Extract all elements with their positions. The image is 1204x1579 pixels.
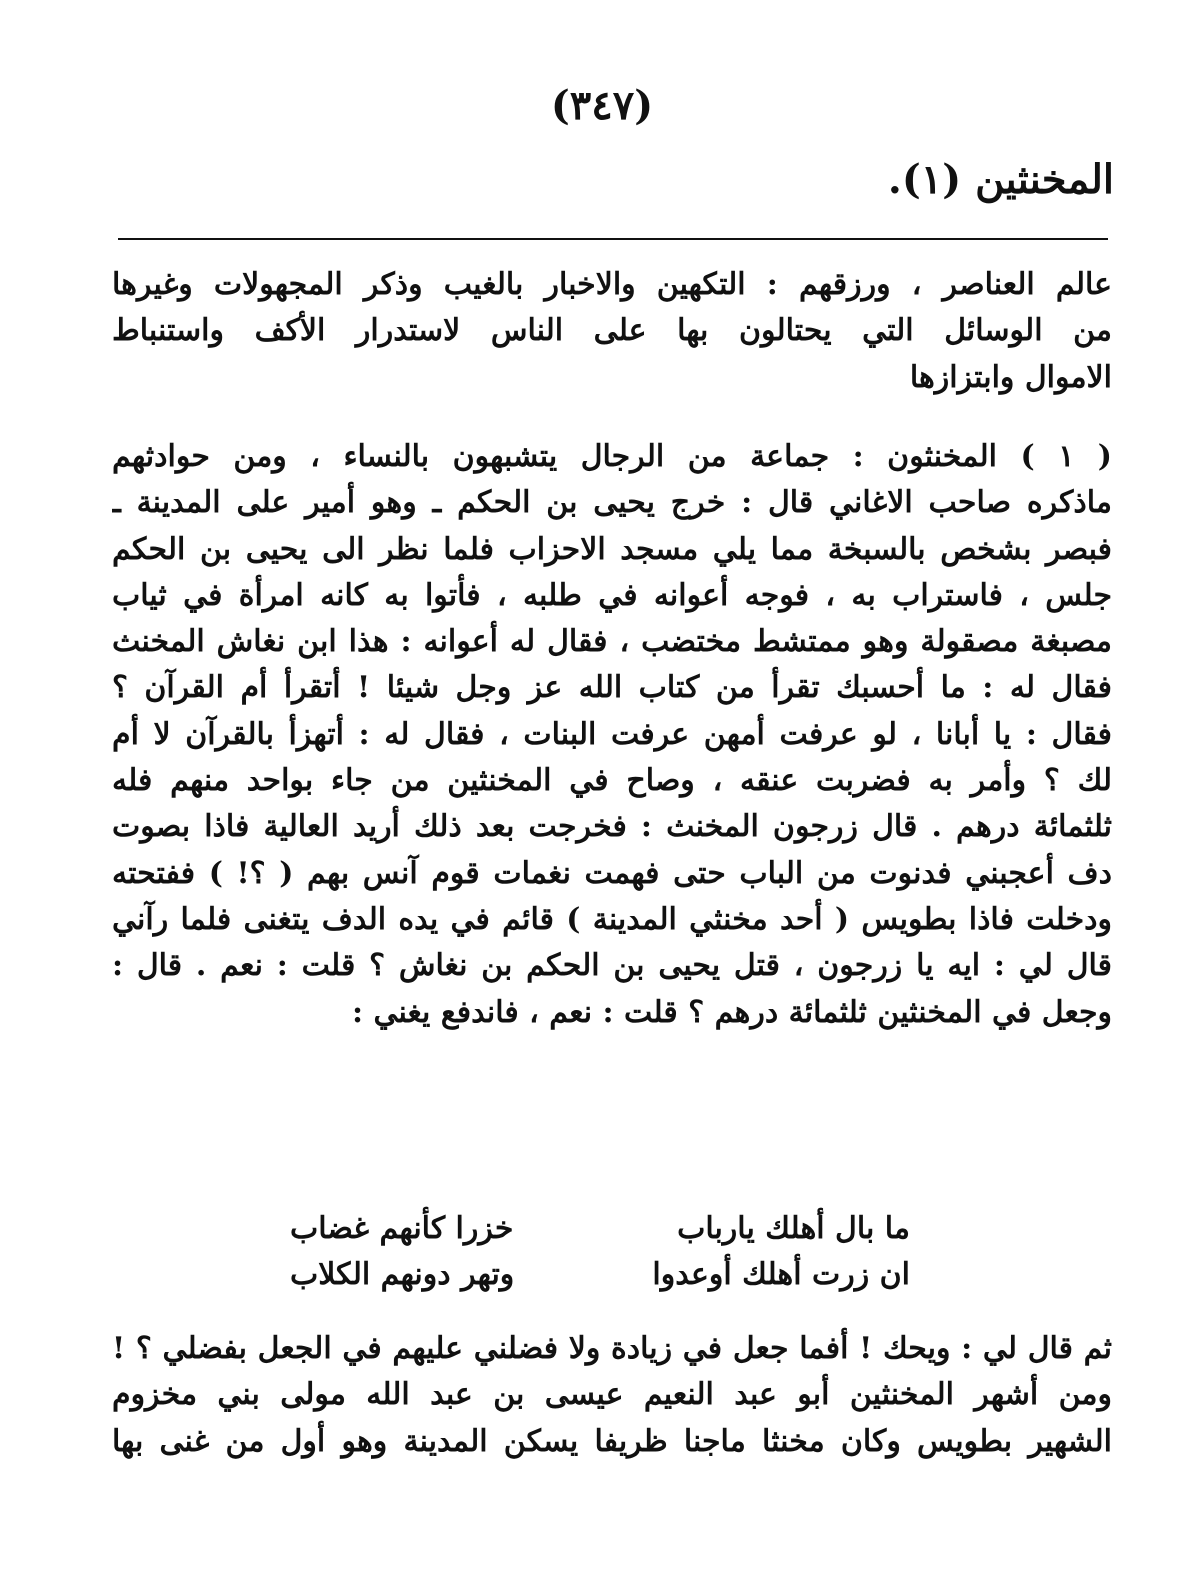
footnote-line: ودخلت فاذا بطويس ( أحد مخنثي المدينة ) قائم في يده الدف يتغنى فلما رآني: [112, 901, 1112, 937]
footnote-line: دف أعجبني فدنوت من الباب حتى فهمت نغمات قوم آنس بهم ( ؟! ) ففتحته: [112, 855, 1112, 891]
poem-verse-block: [290, 1206, 910, 1298]
footnote-line: فقال : يا أبانا ، لو عرفت أمهن عرفت البنات ، فقال له : أتهزأ بالقرآن لا أم: [112, 716, 1112, 752]
footnote-line: وجعل في المخنثين ثلثمائة درهم ؟ قلت : نعم ، فاندفع يغني :: [351, 994, 1112, 1030]
main-text-line: من الوسائل التي يحتالون بها على الناس لاستدرار الأكف واستنباط: [112, 313, 1112, 349]
main-text-line: عالم العناصر ، ورزقهم : التكهين والاخبار بالغيب وذكر المجهولات وغيرها: [112, 267, 1112, 302]
main-text-block: [112, 262, 1112, 401]
footnote-line: جلس ، فاستراب به ، فوجه أعوانه في طلبه ، فأتوا به كانه امرأة في ثياب: [112, 577, 1112, 613]
poem-verse-line: [290, 1206, 910, 1252]
carryover-heading: المخنثين (١).: [887, 156, 1114, 203]
footnote-separator-rule: [118, 238, 1108, 240]
footnote-line: ( ١ ) المخنثون : جماعة من الرجال يتشبهون بالنساء ، ومن حوادثهم: [112, 439, 1112, 474]
main-text-line: الاموال وابتزازها: [909, 359, 1112, 395]
footnote-line: قال لي : ايه يا زرجون ، قتل يحيى بن الحكم بن نغاش ؟ قلت : نعم . قال :: [112, 948, 1112, 984]
footnote-block: [112, 434, 1112, 1036]
footnote-line: لك ؟ وأمر به فضربت عنقه ، وصاح في المخنثين من جاء بواحد منهم فله: [112, 763, 1112, 799]
footnote-line: ومن أشهر المخنثين أبو عبد النعيم عيسى بن عبد الله مولى بني مخزوم: [112, 1377, 1112, 1413]
verse-second-hemistich: خزرا كأنهم غضاب: [290, 1211, 514, 1246]
verse-first-hemistich: ان زرت أهلك أوعدوا: [652, 1257, 910, 1292]
verse-first-hemistich: ما بال أهلك يارباب: [677, 1211, 910, 1246]
page-number: (٣٤٧): [550, 82, 654, 129]
verse-second-hemistich: وتهر دونهم الكلاب: [290, 1257, 515, 1292]
footnote-line: ثم قال لي : ويحك ! أفما جعل في زيادة ولا فضلني عليهم في الجعل بفضلي ؟ !: [112, 1331, 1112, 1366]
footnote-line: ثلثمائة درهم . قال زرجون المخنث : فخرجت بعد ذلك أريد العالية فاذا بصوت: [112, 809, 1112, 845]
footnote-line: ماذكره صاحب الاغاني قال : خرج يحيى بن الحكم ـ وهو أمير على المدينة ـ: [112, 485, 1112, 521]
footnote-line: الشهير بطويس وكان مخنثا ماجنا ظريفا يسكن المدينة وهو أول من غنى بها: [112, 1423, 1112, 1459]
footnote-line: فقال له : ما أحسبك تقرأ من كتاب الله عز وجل شيئا ! أتقرأ أم القرآن ؟: [112, 670, 1112, 706]
poem-verse-line: [290, 1252, 910, 1298]
footnote-continuation-block: [112, 1326, 1112, 1465]
footnote-line: فبصر بشخص بالسبخة مما يلي مسجد الاحزاب فلما نظر الى يحيى بن الحكم: [112, 531, 1112, 567]
footnote-line: مصبغة مصقولة وهو ممتشط مختضب ، فقال له أعوانه : هذا ابن نغاش المخنث: [112, 624, 1112, 660]
